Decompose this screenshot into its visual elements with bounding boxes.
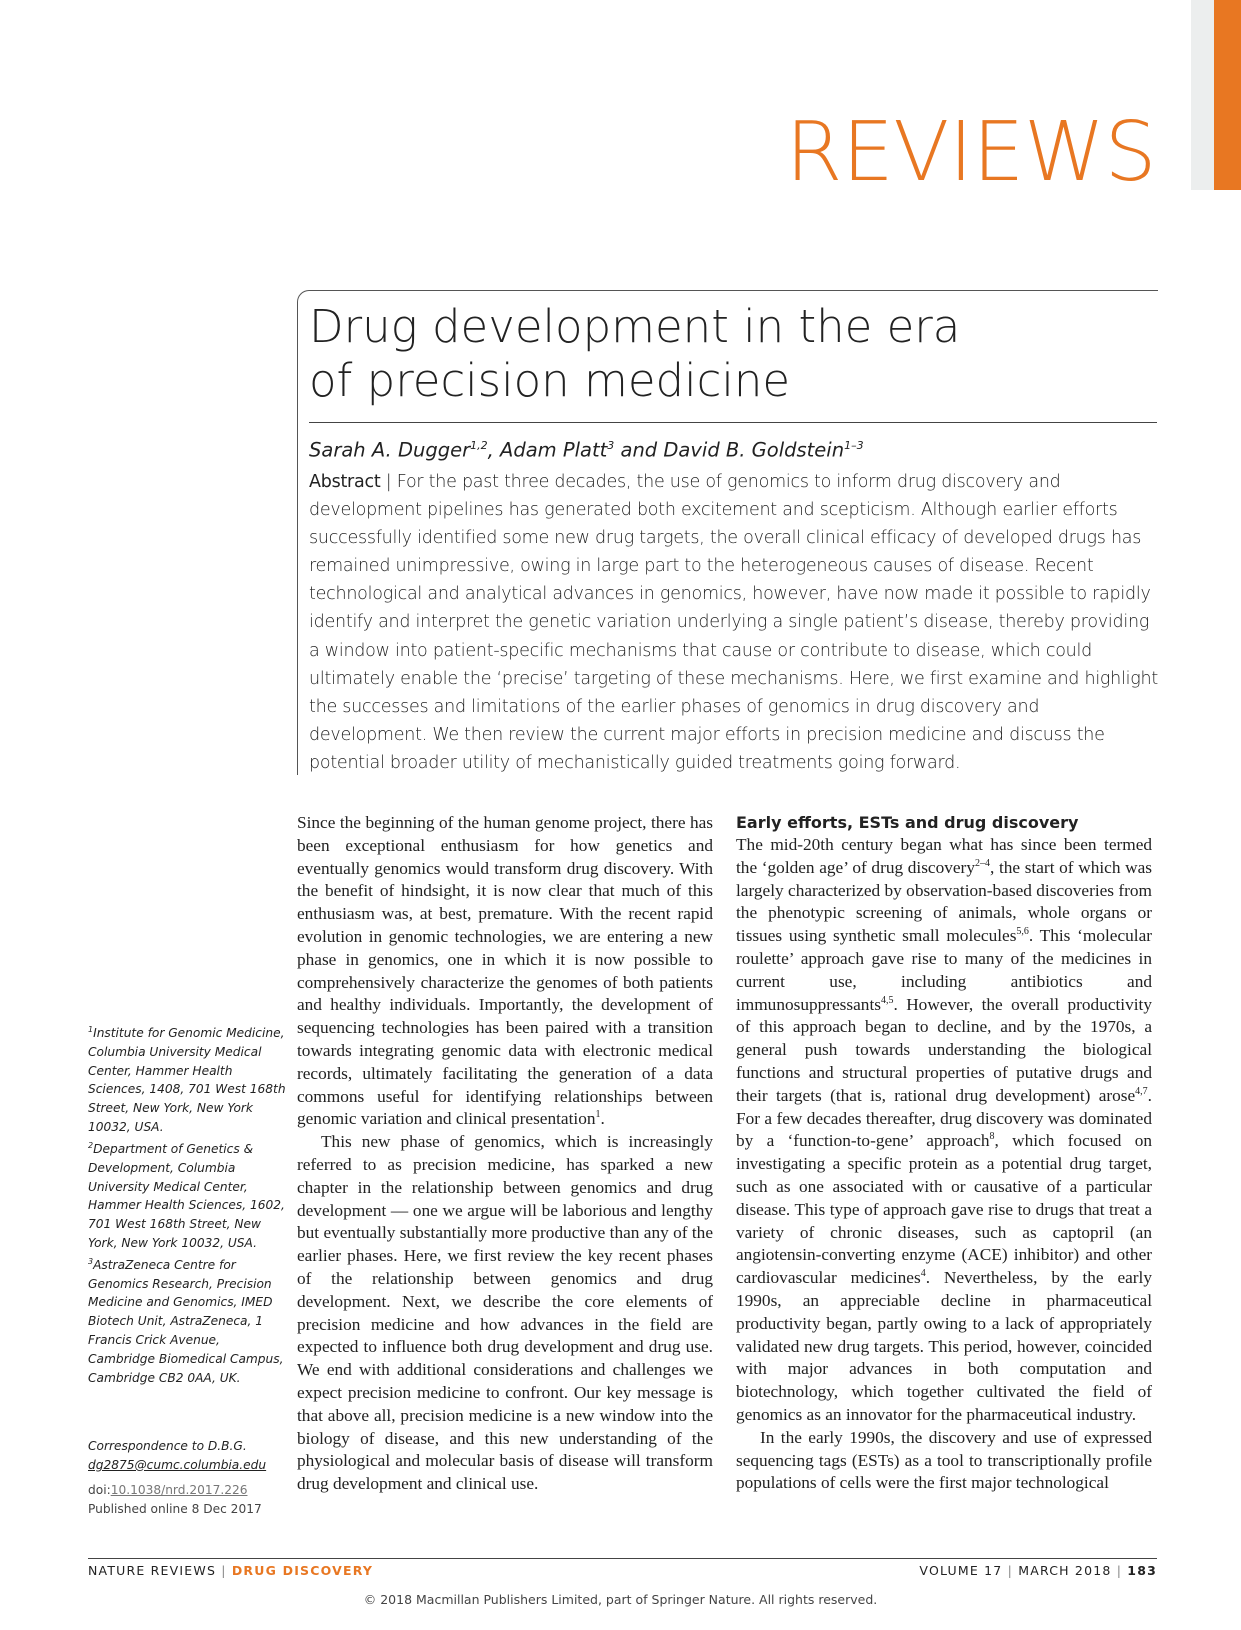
- affiliation-text: AstraZeneca Centre for Genomics Research, Precision Medicine and Genomics, IMED Biotech Unit, AstraZeneca, 1 Francis Crick Avenue, Cambridge Biomedical Campus, Cambridge CB2 0AA, UK.: [88, 1257, 284, 1385]
- author-affiliation: 3: [607, 439, 615, 452]
- affiliation: [88, 1021, 288, 1137]
- citation[interactable]: 4,7: [1135, 1086, 1148, 1097]
- author-separator: ,: [487, 438, 501, 462]
- abstract: [309, 468, 1159, 777]
- author-name: Sarah A. Dugger: [309, 438, 471, 462]
- paragraph-text: The mid-20th century began what has since been termed the ‘golden age’ of drug discovery: [736, 835, 1152, 877]
- citation[interactable]: 2–4: [974, 858, 990, 870]
- body-column-left: [297, 812, 713, 1496]
- author-separator: and: [614, 438, 664, 462]
- paragraph-text: . Nevertheless, by the early 1990s, an appreciable decline in pharmaceutical productivity began, partly owing to a lack of appropriately validated new drug targets. This period, however, coincided with major advances in both computation and biotechnology, which together cultivated the field of genomics as an innovator for the pharmaceutical industry.: [736, 1268, 1152, 1424]
- affiliation-number: 3: [88, 1256, 94, 1266]
- citation[interactable]: 5,6: [1016, 926, 1029, 938]
- affiliation: [88, 1137, 288, 1253]
- citation[interactable]: 1: [595, 1109, 601, 1121]
- footer-separator: |: [216, 1563, 232, 1578]
- published-date: Published online 8 Dec 2017: [88, 1501, 262, 1516]
- author-affiliation: 1–3: [844, 439, 864, 452]
- paragraph-text: .: [600, 1109, 605, 1129]
- body-column-right: [736, 812, 1152, 1495]
- author-list: [309, 432, 1159, 465]
- email-link[interactable]: dg2875@cumc.columbia.edu: [88, 1457, 267, 1472]
- body-paragraph: In the early 1990s, the discovery and use of expressed sequencing tags (ESTs) as a tool to transcriptionally profile populations of cells were the first major technological: [736, 1427, 1152, 1493]
- citation[interactable]: 8: [989, 1131, 995, 1143]
- citation[interactable]: 4,5: [880, 994, 894, 1006]
- journal-section: DRUG DISCOVERY: [231, 1563, 374, 1578]
- affiliation-number: 1: [88, 1025, 94, 1034]
- title-line-2: of precision medicine: [309, 354, 791, 407]
- paragraph-text: . This ‘molecular roulette’ approach gave rise to many of the medicines in current use, including antibiotics and immunosuppressants: [736, 926, 1152, 1014]
- paragraph-text: , the start of which was largely characterized by observation-based discoveries from the phenotypic screening of animals, whole organs or tissues using synthetic small molecules: [736, 857, 1153, 946]
- paragraph-text: Since the beginning of the human genome project, there has been exceptional enthusiasm for how genetics and eventually genomics would transform drug discovery. With the benefit of hindsight, it is now clear that much of this enthusiasm was, at best, premature. With the recent rapid evolution in genomic technologies, we are entering a new phase in genomics, one in which it is now possible to comprehensively characterize the genomes of both patients and healthy individuals. Importantly, the development of sequencing technologies has been paired with a transition towards integrating genomic data with electronic medical records, ultimately facilitating the generation of a data commons useful for identifying relationships between genomic variation and clinical presentation: [297, 813, 713, 1129]
- footer-separator: |: [1111, 1563, 1128, 1578]
- doi-block: [88, 1481, 298, 1519]
- page-number: 183: [1127, 1563, 1157, 1578]
- affiliations: [88, 1021, 288, 1387]
- footer-issue: [919, 1563, 1157, 1579]
- author-name: Adam Platt: [500, 438, 608, 462]
- abstract-divider: |: [380, 472, 397, 492]
- footer-journal: [88, 1563, 373, 1579]
- footer-separator: |: [1002, 1563, 1019, 1578]
- title-rule: [309, 422, 1157, 423]
- correspondence-label: Correspondence to D.B.G.: [88, 1439, 247, 1453]
- doi-prefix: doi:: [88, 1483, 111, 1497]
- footer-rule: [88, 1558, 1157, 1559]
- volume: VOLUME 17: [919, 1563, 1003, 1578]
- affiliation-text: Department of Genetics & Development, Columbia University Medical Center, Hammer Health Sciences, 1602, 701 West 168th Street, New York, New York 10032, USA.: [88, 1141, 285, 1250]
- copyright: © 2018 Macmillan Publishers Limited, part of Springer Nature. All rights reserved.: [363, 1592, 878, 1607]
- abstract-text: For the past three decades, the use of genomics to inform drug discovery and development pipelines has generated both excitement and scepticism. Although earlier efforts successfully identified some new drug targets, the overall clinical efficacy of developed drugs has remained unimpressive, owing in large part to the heterogeneous causes of disease. Recent technological and analytical advances in genomics, however, have now made it possible to rapidly identify and interpret the genetic variation underlying a single patient’s disease, thereby providing a window into patient-specific mechanisms that cause or contribute to disease, which could ultimately enable the ‘precise’ targeting of these mechanisms. Here, we first examine and highlight the successes and limitations of the earlier phases of genomics in drug discovery and development. We then review the current major efforts in precision medicine and discuss the potential broader utility of mechanistically guided treatments going forward.: [309, 472, 1158, 773]
- section-label: REVIEWS: [785, 105, 1156, 200]
- body-paragraph: [736, 834, 1152, 1427]
- article-title: [309, 300, 1159, 408]
- body-paragraph: This new phase of genomics, which is increasingly referred to as precision medicine, has sparked a new chapter in the relationship between genomics and drug development — one we argue will be laborious and lengthy but eventually substantially more productive than any of the earlier phases. Here, we first review the key recent phases of the relationship between genomics and drug development. Next, we describe the core elements of precision medicine and how advances in the field are expected to influence both drug development and drug use. We end with additional considerations and challenges we expect precision medicine to confront. Our key message is that above all, precision medicine is a new window into the biology of disease, and this new understanding of the physiological and molecular basis of disease will transform drug development and clinical use.: [297, 1132, 713, 1494]
- title-line-1: Drug development in the era: [309, 300, 961, 353]
- author-affiliation: 1,2: [470, 439, 488, 452]
- issue-date: MARCH 2018: [1018, 1563, 1112, 1578]
- side-tab-accent: [1214, 0, 1241, 190]
- author-name: David B. Goldstein: [663, 438, 845, 462]
- body-paragraph: [297, 812, 713, 1131]
- paragraph-text: , which focused on investigating a specific protein as a potential drug target, such as one associated with or causative of a particular disease. This type of approach gave rise to drugs that treat a variety of chronic diseases, such as captopril (an angiotensin-converting enzyme (ACE) inhibitor) and other cardiovascular medicines: [736, 1131, 1152, 1288]
- paragraph-text: . For a few decades thereafter, drug discovery was dominated by a ‘function-to-gene’ approach: [736, 1085, 1152, 1151]
- affiliation-text: Institute for Genomic Medicine, Columbia University Medical Center, Hammer Health Sciences, 1408, 701 West 168th Street, New York, New York 10032, USA.: [88, 1026, 286, 1135]
- doi-link[interactable]: 10.1038/nrd.2017.226: [110, 1483, 248, 1497]
- affiliation: [88, 1253, 288, 1388]
- abstract-label: Abstract: [309, 472, 381, 492]
- journal-name: NATURE REVIEWS: [88, 1563, 217, 1578]
- section-heading: Early efforts, ESTs and drug discovery: [736, 813, 1079, 832]
- citation[interactable]: 4: [920, 1268, 926, 1280]
- correspondence: [88, 1437, 298, 1475]
- affiliation-number: 2: [88, 1140, 94, 1150]
- paragraph-text: . However, the overall productivity of this approach began to decline, and by the 1970s, a general push towards understanding the biological functions and structural properties of putative drugs and their targets (that is, rational drug development) arose: [736, 994, 1152, 1105]
